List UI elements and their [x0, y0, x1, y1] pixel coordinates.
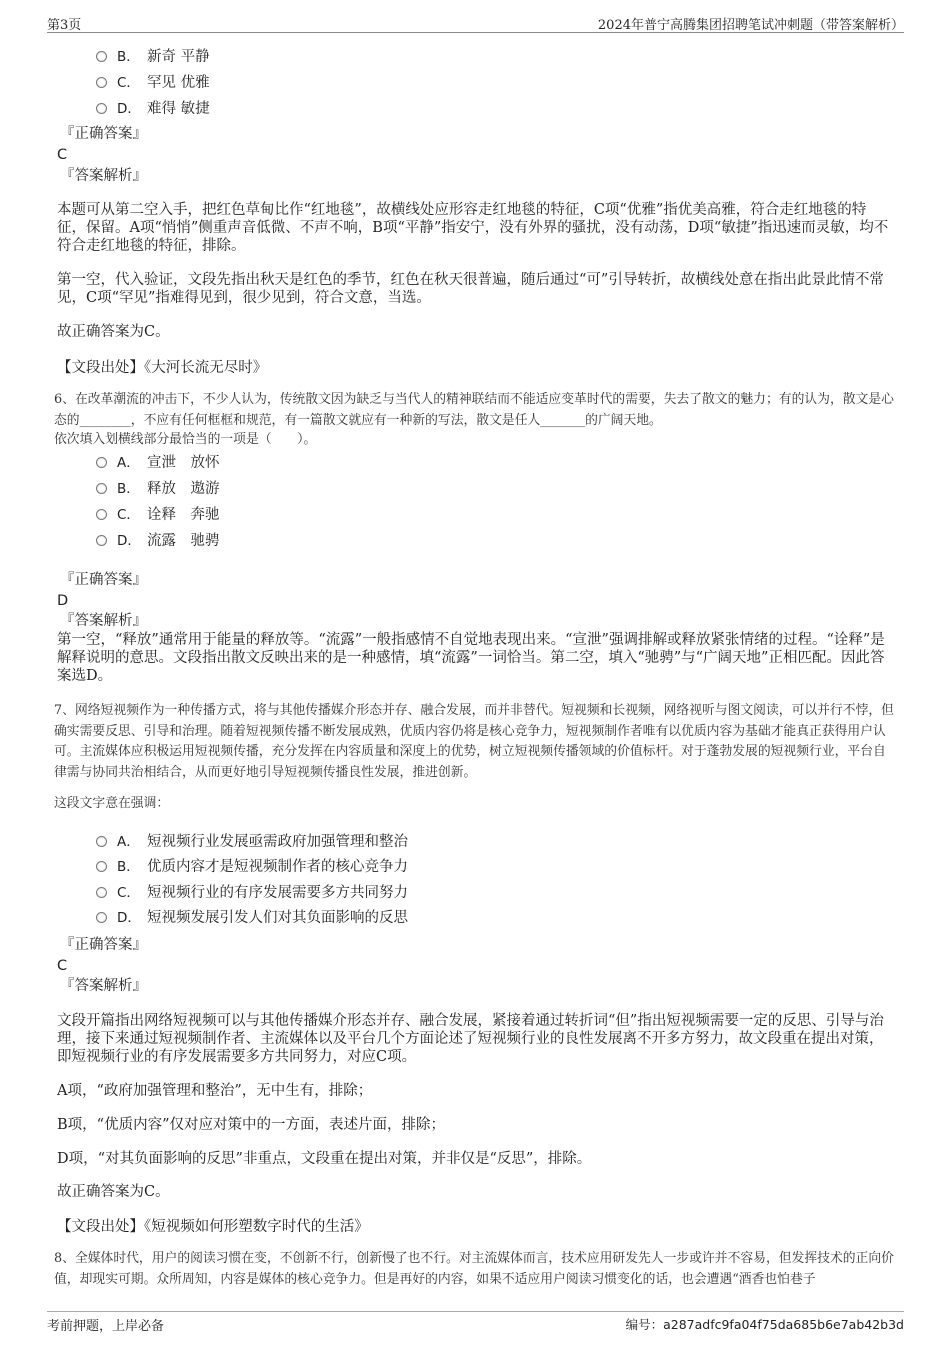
q7-analysis-p3: B项，“优质内容”仅对应对策中的一方面，表述片面，排除； [57, 1117, 445, 1133]
q7-answer: C [57, 958, 68, 974]
q5-option-d[interactable]: D． 难得 敏捷 [96, 99, 210, 119]
q6-prompt: 依次填入划横线部分最恰当的一项是（ ）。 [54, 432, 317, 447]
q7-stem: 7、网络短视频作为一种传播方式，将与其他传播媒介形态并存、融合发展，而并非替代。短视频和长视频，网络视听与图文阅读，可以并行不悖，但确实需要反思、引导和治理。随着短视频传播不断发展成熟，优质内容仍将是核心竞争力，短视频制作者唯有以优质内容为基础才能真正获得用户认可。主流媒体应积极运用短视频传播，充分发挥在内容质量和深度上的优势，树立短视频传播领域的价值标杆。对于蓬勃发展的短视频行业，平台自律需与协同共治相结合，从而更好地引导短视频传播良性发展，推进创新。 [54, 703, 894, 780]
page-footer [47, 1311, 904, 1334]
q7-source: 【文段出处】《短视频如何形塑数字时代的生活》 [57, 1219, 369, 1235]
q6-answer: D [57, 593, 69, 609]
page-number: 第3页 [47, 18, 82, 33]
q5-analysis-p2: 第一空，代入验证，文段先指出秋天是红色的季节，红色在秋天很普遍，随后通过“可”引导转折，故横线处意在指出此景此情不常见，C项“罕见”指难得见到，很少见到，符合文意，当选。 [57, 272, 884, 306]
q6-answer-label: 『正确答案』 [60, 572, 147, 588]
radio-icon[interactable] [96, 457, 107, 468]
q7-option-c[interactable]: C． 短视频行业的有序发展需要多方共同努力 [96, 883, 408, 903]
radio-icon[interactable] [96, 912, 107, 923]
q6-option-d[interactable]: D． 流露 驰骋 [96, 531, 220, 551]
q8-stem: 8、全媒体时代，用户的阅读习惯在变，不创新不行，创新慢了也不行。对主流媒体而言，技术应用研发先人一步或许并不容易，但发挥技术的正向价值，却现实可期。众所周知，内容是媒体的核心竞争力。但是再好的内容，如果不适应用户阅读习惯变化的话，也会遭遇“酒香也怕巷子 [54, 1251, 894, 1287]
radio-icon[interactable] [96, 861, 107, 872]
page-header [47, 12, 904, 33]
q5-option-c[interactable]: C． 罕见 优雅 [96, 73, 210, 93]
q5-option-b[interactable]: B． 新奇 平静 [96, 47, 210, 67]
q6-option-c[interactable]: C． 诠释 奔驰 [96, 505, 220, 525]
q5-answer: C [57, 147, 68, 163]
q7-analysis-p2: A项，“政府加强管理和整治”，无中生有，排除； [57, 1083, 373, 1099]
q6-option-b[interactable]: B． 释放 遨游 [96, 479, 220, 499]
q7-option-b[interactable]: B． 优质内容才是短视频制作者的核心竞争力 [96, 857, 408, 877]
radio-icon[interactable] [96, 483, 107, 494]
q6-stem: 6、在改革潮流的冲击下，不少人认为，传统散文因为缺乏与当代人的精神联结而不能适应变革时代的需要，失去了散文的魅力；有的认为，散文是心态的________，不应有任何框框和规范，有一篇散文就应有一种新的写法，散文是任人_______的广阔天地。 [54, 392, 894, 428]
q7-analysis-p4: D项，“对其负面影响的反思”非重点，文段重在提出对策，并非仅是“反思”，排除。 [57, 1151, 592, 1167]
q5-analysis-p1: 本题可从第二空入手，把红色草甸比作“红地毯”，故横线处应形容走红地毯的特征，C项“优雅”指优美高雅，符合走红地毯的特征，保留。A项“悄悄”侧重声音低微、不声不响，B项“平静”指安宁，没有外界的骚扰，没有动荡，D项“敏捷”指迅速而灵敏，均不符合走红地毯的特征，排除。 [57, 202, 889, 254]
document-title: 2024年普宁高腾集团招聘笔试冲刺题（带答案解析） [597, 18, 904, 33]
radio-icon[interactable] [96, 887, 107, 898]
q7-analysis-label: 『答案解析』 [60, 978, 147, 994]
q7-option-a[interactable]: A． 短视频行业发展亟需政府加强管理和整治 [96, 832, 408, 852]
radio-icon[interactable] [96, 77, 107, 88]
q6-option-a[interactable]: A． 宣泄 放怀 [96, 453, 220, 473]
q5-source: 【文段出处】《大河长流无尽时》 [57, 360, 268, 376]
q7-prompt: 这段文字意在强调： [54, 796, 170, 811]
q5-analysis-p3: 故正确答案为C。 [57, 324, 170, 340]
q7-answer-label: 『正确答案』 [60, 937, 147, 953]
q5-analysis-label: 『答案解析』 [60, 168, 147, 184]
q7-analysis-p5: 故正确答案为C。 [57, 1184, 170, 1200]
footer-slogan: 考前押题，上岸必备 [47, 1319, 165, 1334]
radio-icon[interactable] [96, 535, 107, 546]
q6-analysis-label: 『答案解析』 [60, 613, 147, 629]
footer-code-value: a287adfc9fa04f75da685b6e7ab42b3d [663, 1317, 904, 1332]
footer-code [626, 1315, 904, 1333]
radio-icon[interactable] [96, 509, 107, 520]
radio-icon[interactable] [96, 103, 107, 114]
q7-analysis-p1: 文段开篇指出网络短视频可以与其他传播媒介形态并存、融合发展，紧接着通过转折词“但”指出短视频需要一定的反思、引导与治理，接下来通过短视频制作者、主流媒体以及平台几个方面论述了短视频行业的良性发展离不开多方努力，故文段重在提出对策，即短视频行业的有序发展需要多方共同努力，对应C项。 [57, 1013, 884, 1065]
q7-option-d[interactable]: D． 短视频发展引发人们对其负面影响的反思 [96, 908, 408, 928]
radio-icon[interactable] [96, 51, 107, 62]
footer-code-label: 编号： [625, 1317, 664, 1332]
radio-icon[interactable] [96, 836, 107, 847]
q5-answer-label: 『正确答案』 [60, 126, 147, 142]
q6-analysis: 第一空，“释放”通常用于能量的释放等。“流露”一般指感情不自觉地表现出来。“宣泄”强调排解或释放紧张情绪的过程。“诠释”是解释说明的意思。文段指出散文反映出来的是一种感情，填“流露”一词恰当。第二空，填入“驰骋”与“广阔天地”正相匹配。因此答案选D。 [57, 632, 885, 684]
